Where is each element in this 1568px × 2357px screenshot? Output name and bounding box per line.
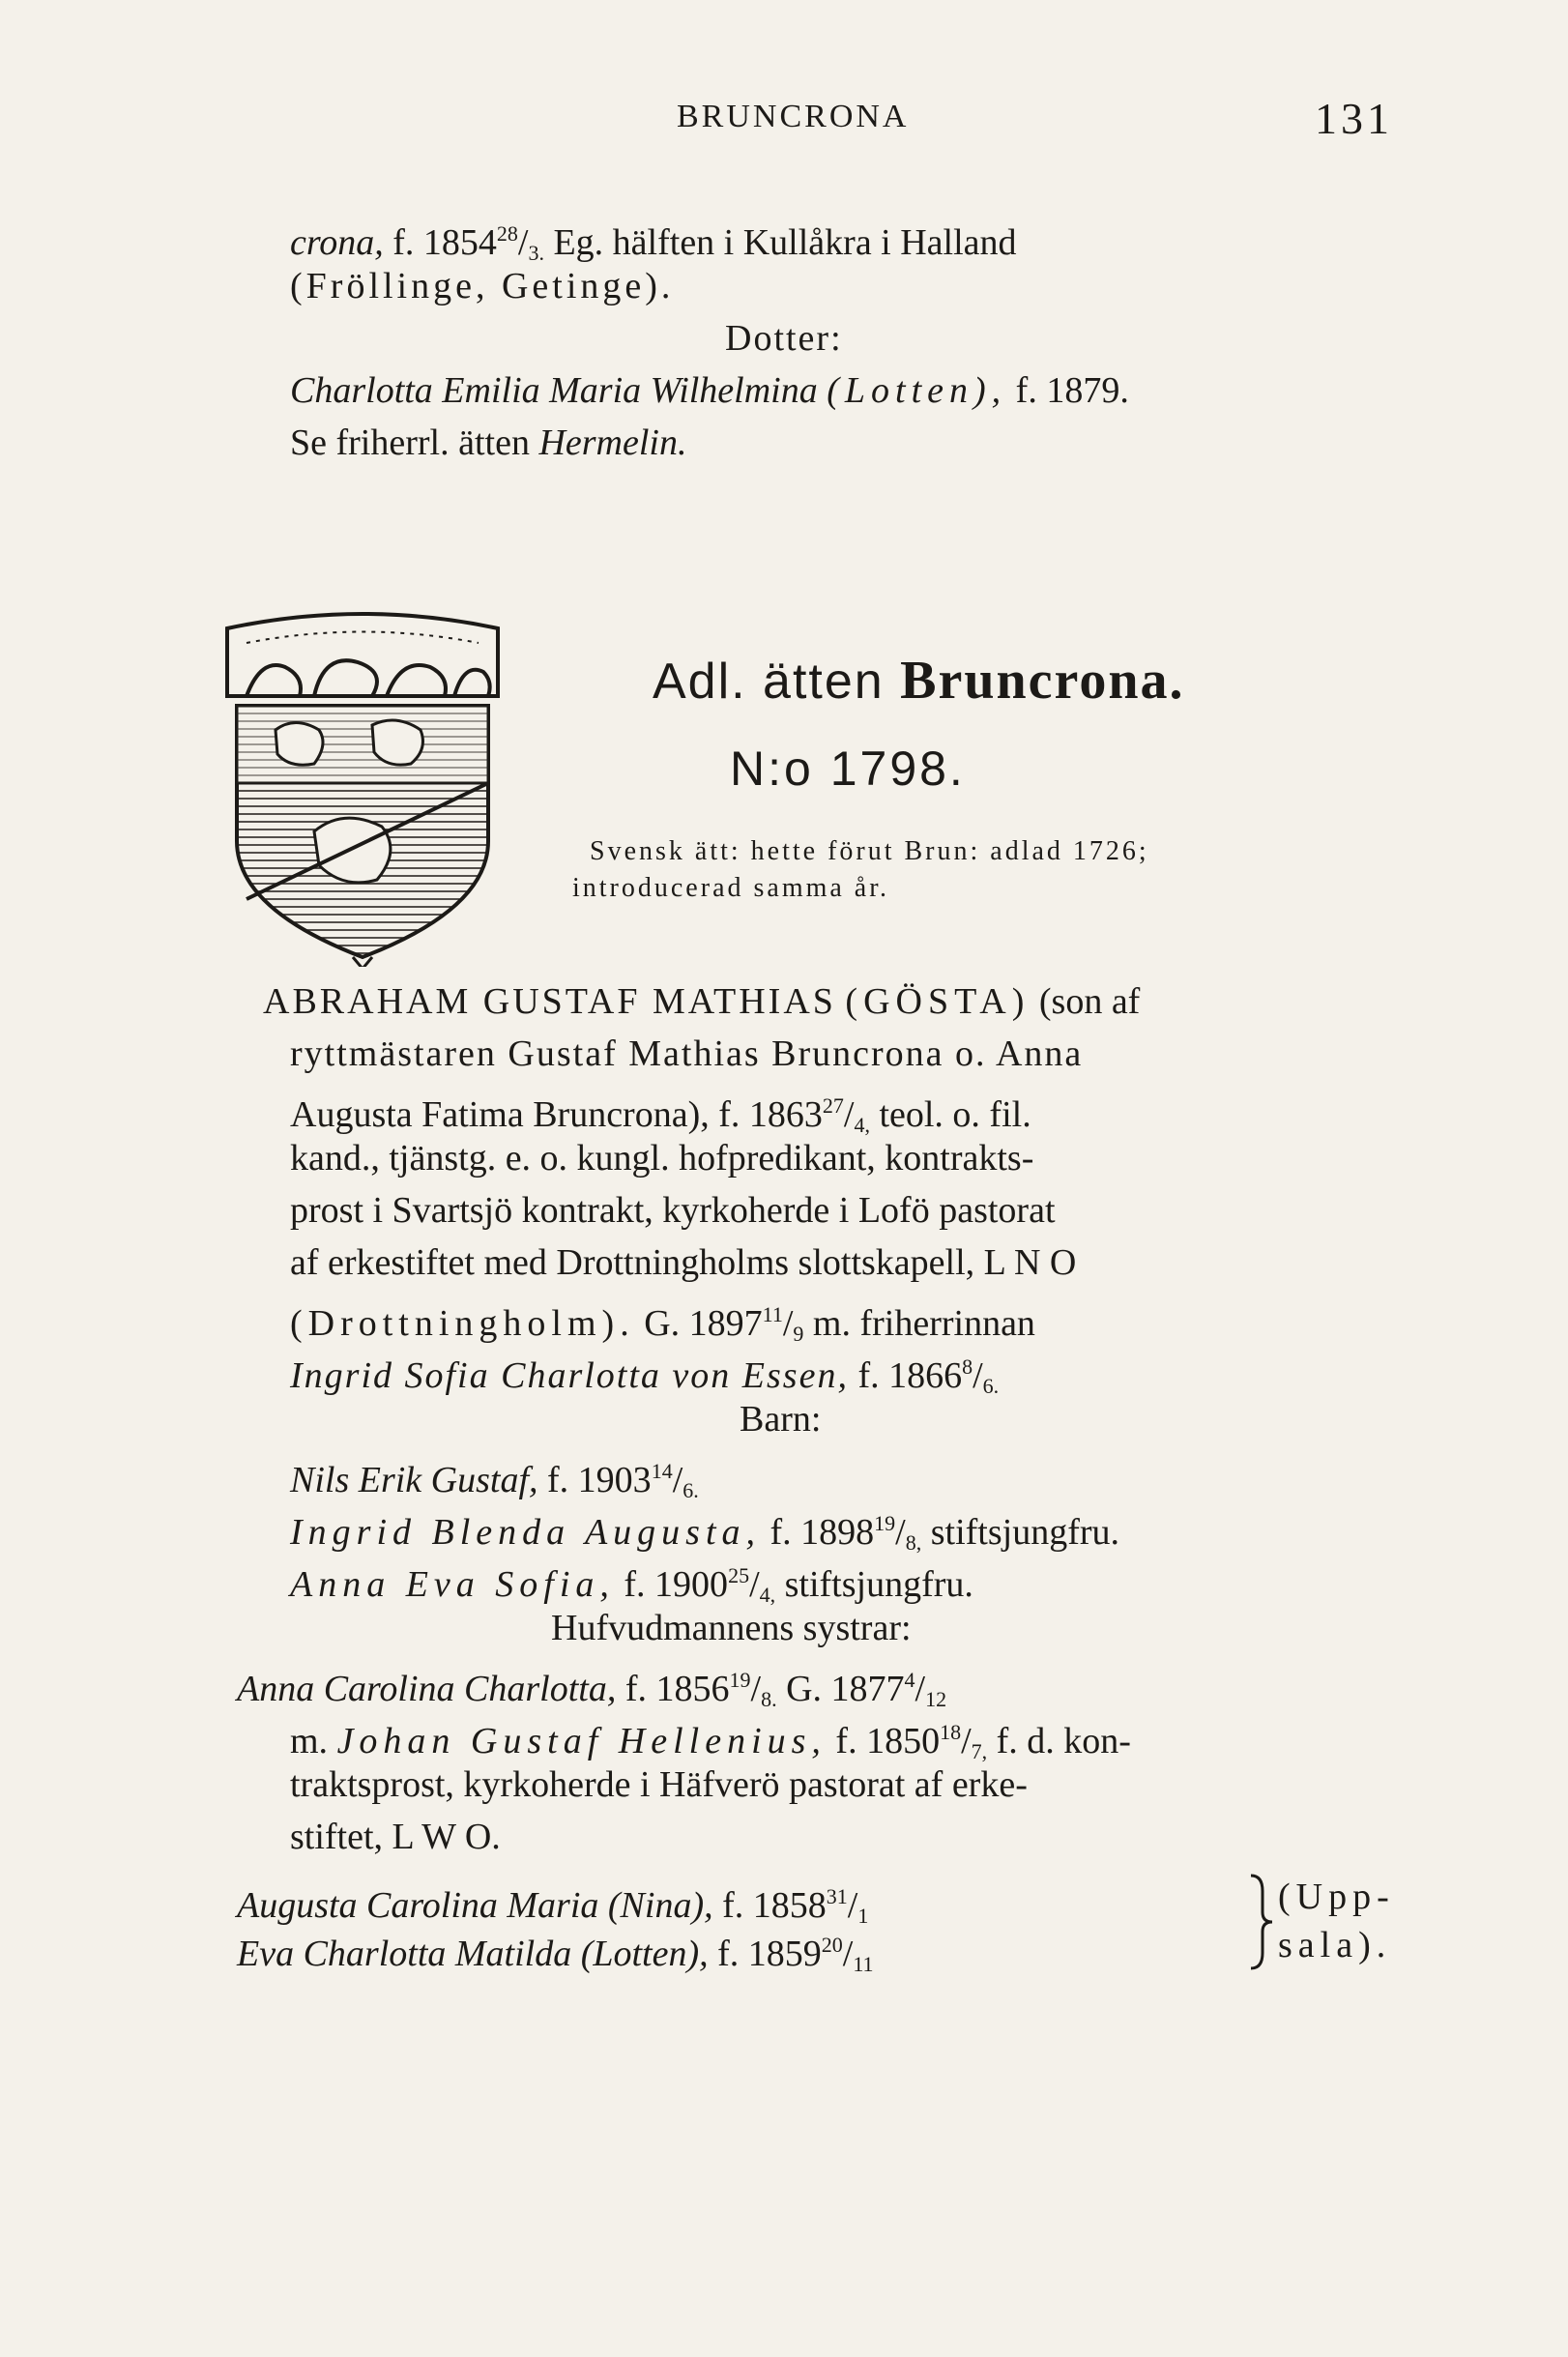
sister-1-line-3: traktsprost, kyrkoherde i Häfverö pastorat af erke- — [290, 1764, 1028, 1805]
brace-icon — [1247, 1872, 1276, 1972]
entry-line-5: prost i Svartsjö kontrakt, kyrkoherde i Lofö pastorat — [290, 1190, 1056, 1231]
daughter-line: Charlotta Emilia Maria Wilhelmina (Lotten), f. 1879. — [290, 370, 1129, 411]
see-reference: Se friherrl. ätten Hermelin. — [290, 422, 687, 463]
sister-2: Augusta Carolina Maria (Nina), f. $1858^{31}/_1$ — [237, 1884, 869, 1928]
sister-place-line-2: sala). — [1278, 1925, 1392, 1965]
continuation-line-2: (Fröllinge, Getinge). — [290, 266, 675, 306]
entry-line-7: (Drottningholm). G. $1897^{11}/_9$ m. friherrinnan — [290, 1302, 1035, 1346]
sister-1-line-1: Anna Carolina Charlotta, f. $1856^{19}/_{8.}$ G. $1877^4/_{12}$ — [237, 1668, 947, 1711]
daughter-label: Dotter: — [725, 318, 843, 359]
continuation-line-1: crona, f. $1854^{28}/_{3.}$ Eg. hälften i Kullåkra i Halland — [290, 221, 1017, 265]
coat-of-arms-icon — [208, 609, 517, 967]
entry-line-6: af erkestiftet med Drottningholms slottskapell, L N O — [290, 1242, 1077, 1283]
sister-1-line-2: m. Johan Gustaf Hellenius, f. $1850^{18}/_{7,}$ f. d. kon- — [290, 1720, 1131, 1763]
children-label: Barn: — [740, 1399, 822, 1440]
child-2: Ingrid Blenda Augusta, f. $1898^{19}/_{8,}$ stiftsjungfru. — [290, 1511, 1120, 1555]
family-heading: Adl. ätten Bruncrona. — [653, 651, 1185, 711]
sister-place-line-1: (Upp- — [1278, 1877, 1395, 1917]
entry-line-2: ryttmästaren Gustaf Mathias Bruncrona o. Anna — [290, 1033, 1084, 1074]
entry-line-3: Augusta Fatima Bruncrona), f. $1863^{27}/_{4,}$ teol. o. fil. — [290, 1093, 1031, 1137]
child-3: Anna Eva Sofia, f. $1900^{25}/_{4,}$ stiftsjungfru. — [290, 1563, 973, 1607]
running-title: BRUNCRONA — [677, 99, 910, 134]
family-number: N:o 1798. — [730, 742, 966, 796]
sister-1-line-4: stiftet, L W O. — [290, 1817, 501, 1857]
entry-line-1: ABRAHAM GUSTAF MATHIAS (GÖSTA) (son af — [263, 981, 1141, 1022]
sister-3: Eva Charlotta Matilda (Lotten), f. $1859^{20}/_{11}$ — [237, 1933, 874, 1976]
running-head — [0, 93, 1568, 151]
child-1: Nils Erik Gustaf, f. $1903^{14}/_{6.}$ — [290, 1459, 699, 1502]
page-number: 131 — [1315, 94, 1393, 143]
family-note-line-1: Svensk ätt: hette förut Brun: adlad 1726; — [590, 836, 1149, 866]
family-note-line-2: introducerad samma år. — [572, 873, 890, 903]
entry-line-8: Ingrid Sofia Charlotta von Essen, f. $1866^8/_{6.}$ — [290, 1354, 1000, 1398]
sisters-label: Hufvudmannens systrar: — [551, 1608, 912, 1648]
entry-line-4: kand., tjänstg. e. o. kungl. hofpredikant, kontrakts- — [290, 1138, 1034, 1178]
